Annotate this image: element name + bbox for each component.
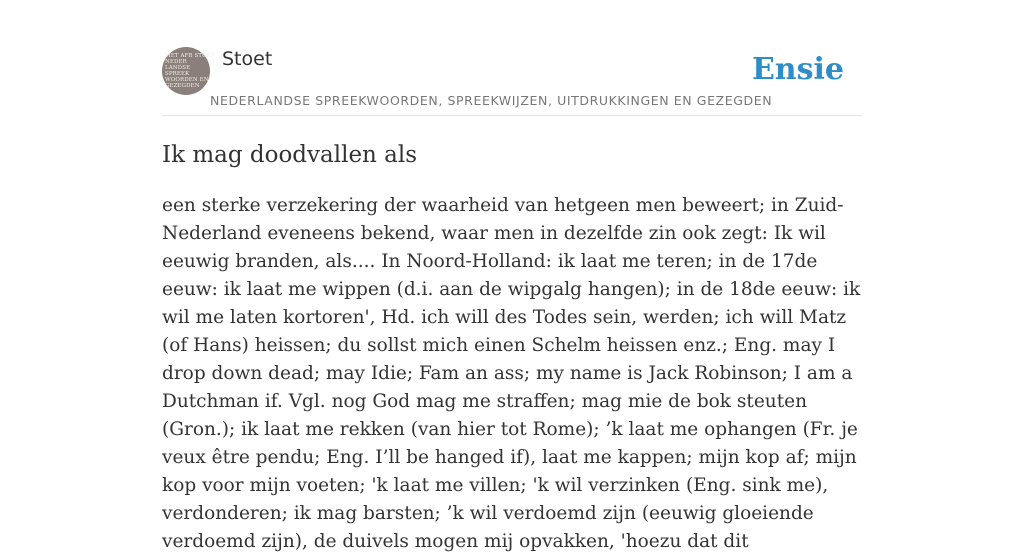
ensie-logo-link[interactable]: Ensie (751, 52, 844, 87)
avatar-book-cover-text: MET AFB STOET NEDER LANDSE SPREEK WOORDEN EN GEZEGDEN (165, 53, 215, 89)
entry-title: Ik mag doodvallen als (162, 142, 418, 168)
site-header (162, 0, 862, 116)
author-name-link[interactable]: Stoet (222, 48, 273, 70)
entry-body: een sterke verzekering der waarheid van hetgeen men beweert; in Zuid-Nederland eveneens bekend, waar men in dezelfde zin ook zegt: Ik wil eeuwig branden, als.... In Noord-Holland: ik laat me teren; in de 17de eeuw: ik laat me wippen (d.i. aan de wipgalg hangen); in de 18de eeuw: ik wil me laten kortoren', Hd. ich will des Todes sein, werden; ich will Matz (of Hans) heissen; du sollst mich einen Schelm heissen enz.; Eng. may I drop down dead; may Idie; Fam an ass; my name is Jack Robinson; I am a Dutchman if. Vgl. nog God mag me straffen; mag mie de bok steuten (Gron.); ik laat me rekken (van hier tot Rome); ’k laat me ophangen (Fr. je veux être pendu; Eng. I’ll be hanged if), laat me kappen; mijn kop af; mijn kop voor mijn voeten; 'k laat me villen; 'k wil verzinken (Eng. sink me), verdonderen; ik mag barsten; ’k wil verdoemd zijn (eeuwig gloeiende verdoemd zijn), de duivels mogen mij opvakken, 'hoezu dat dit (162, 195, 861, 552)
author-avatar[interactable] (162, 47, 215, 95)
source-subtitle-link[interactable]: NEDERLANDSE SPREEKWOORDEN, SPREEKWIJZEN, UITDRUKKINGEN EN GEZEGDEN (210, 93, 773, 108)
entry-page (162, 0, 862, 552)
